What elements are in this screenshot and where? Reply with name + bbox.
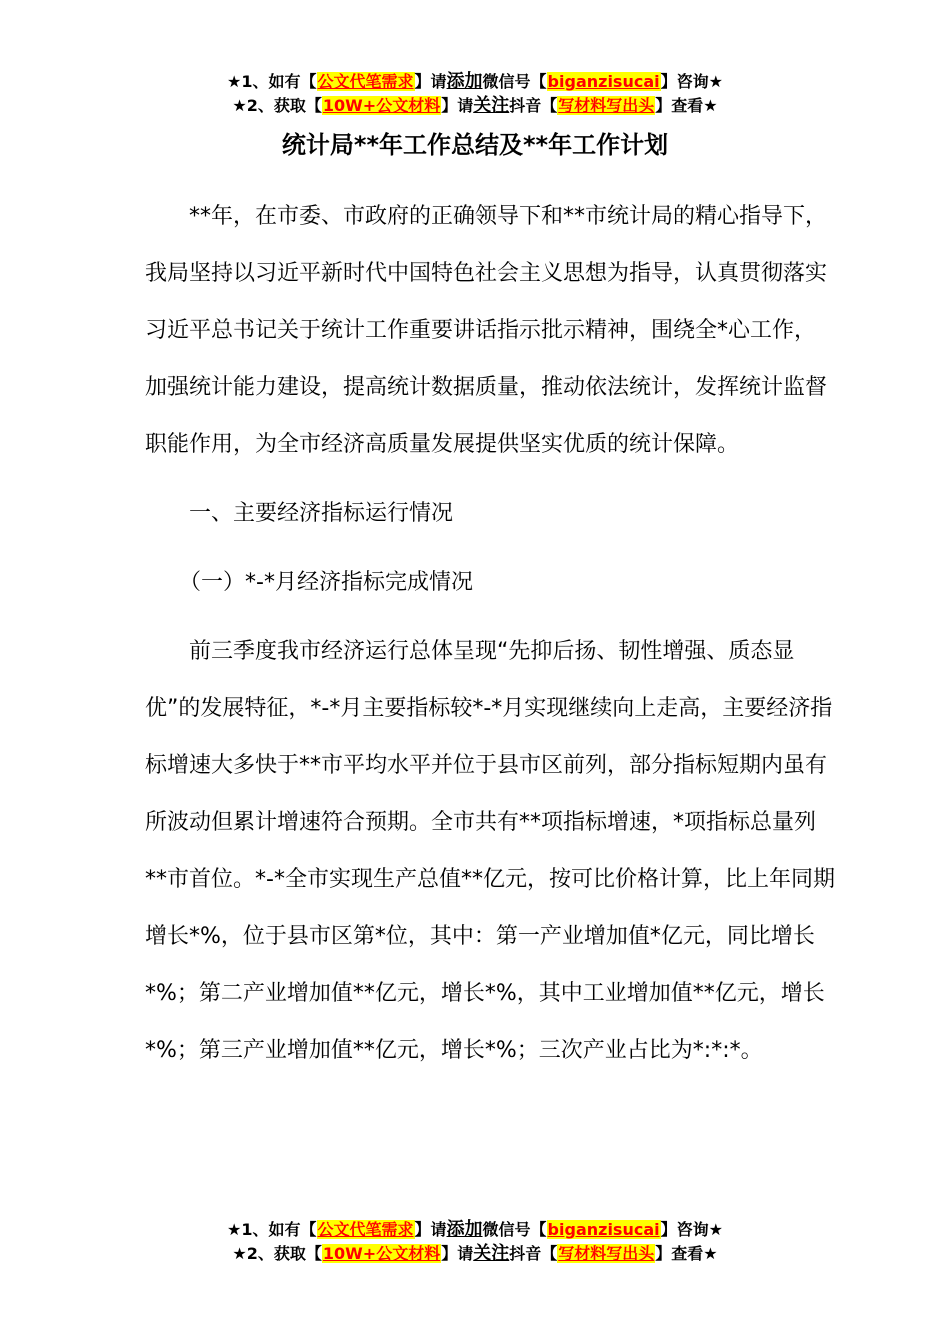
notice-text: ★1、如有【 (227, 1220, 317, 1239)
highlight-douyin-account: 写材料写出头 (558, 1244, 655, 1263)
highlight-wechat-id: biganzisucai (547, 1220, 660, 1239)
notice-text: 抖音【 (509, 1244, 558, 1263)
footer-notice (0, 1218, 950, 1266)
highlight-ghostwriting: 公文代笔需求 (317, 1220, 414, 1239)
notice-text: 微信号【 (482, 72, 547, 91)
notice-text: 抖音【 (509, 96, 558, 115)
subsection-heading-1: （一）*-*月经济指标完成情况 (179, 570, 473, 595)
notice-follow-text: 关注 (473, 95, 510, 116)
notice-text: 】请 (441, 96, 474, 115)
highlight-wechat-id: biganzisucai (547, 72, 660, 91)
notice-text: 微信号【 (482, 1220, 547, 1239)
header-notice (0, 70, 950, 118)
notice-text: 】请 (414, 72, 447, 91)
footer-line-2 (0, 1242, 950, 1266)
notice-line-2 (0, 94, 950, 118)
notice-text: 】请 (441, 1244, 474, 1263)
notice-line-1 (0, 70, 950, 94)
notice-follow-text: 关注 (473, 1243, 510, 1264)
notice-text: ★2、获取【 (232, 1244, 322, 1263)
highlight-douyin-account: 写材料写出头 (558, 96, 655, 115)
notice-text: 】请 (414, 1220, 447, 1239)
notice-text: 】咨询★ (660, 72, 723, 91)
notice-text: 】咨询★ (660, 1220, 723, 1239)
notice-text: ★2、获取【 (232, 96, 322, 115)
notice-add-text: 添加 (446, 71, 483, 92)
intro-paragraph: **年，在市委、市政府的正确领导下和**市统计局的精心指导下，我局坚持以习近平新时代中国特色社会主义思想为指导，认真贯彻落实习近平总书记关于统计工作重要讲话指示批示精神，围绕全*心工作，加强统计能力建设，提高统计数据质量，推动依法统计，发挥统计监督职能作用，为全市经济高质量发展提供坚实优质的统计保障。 (145, 204, 828, 457)
footer-line-1 (0, 1218, 950, 1242)
notice-add-text: 添加 (446, 1219, 483, 1240)
highlight-materials: 10W+公文材料 (322, 1244, 441, 1263)
section-heading-1: 一、主要经济指标运行情况 (189, 501, 454, 526)
notice-text: ★1、如有【 (227, 72, 317, 91)
notice-text: 】查看★ (655, 1244, 718, 1263)
body-paragraph-1: 前三季度我市经济运行总体呈现“先抑后扬、韧性增强、质态显优”的发展特征，*-*月主要指标较*-*月实现继续向上走高，主要经济指标增速大多快于**市平均水平并位于县市区前列，部分指标短期内虽有所波动但累计增速符合预期。全市共有**项指标增速，*项指标总量列**市首位。*-*全市实现生产总值**亿元，按可比价格计算，比上年同期增长*%，位于县市区第*位，其中：第一产业增加值*亿元，同比增长*%；第二产业增加值**亿元，增长*%，其中工业增加值**亿元，增长*%；第三产业增加值**亿元，增长*%；三次产业占比为*:*:*。 (145, 639, 835, 1063)
document-body (145, 188, 835, 1079)
document-title: 统计局**年工作总结及**年工作计划 (281, 131, 669, 159)
highlight-materials: 10W+公文材料 (322, 96, 441, 115)
highlight-ghostwriting: 公文代笔需求 (317, 72, 414, 91)
notice-text: 】查看★ (655, 96, 718, 115)
